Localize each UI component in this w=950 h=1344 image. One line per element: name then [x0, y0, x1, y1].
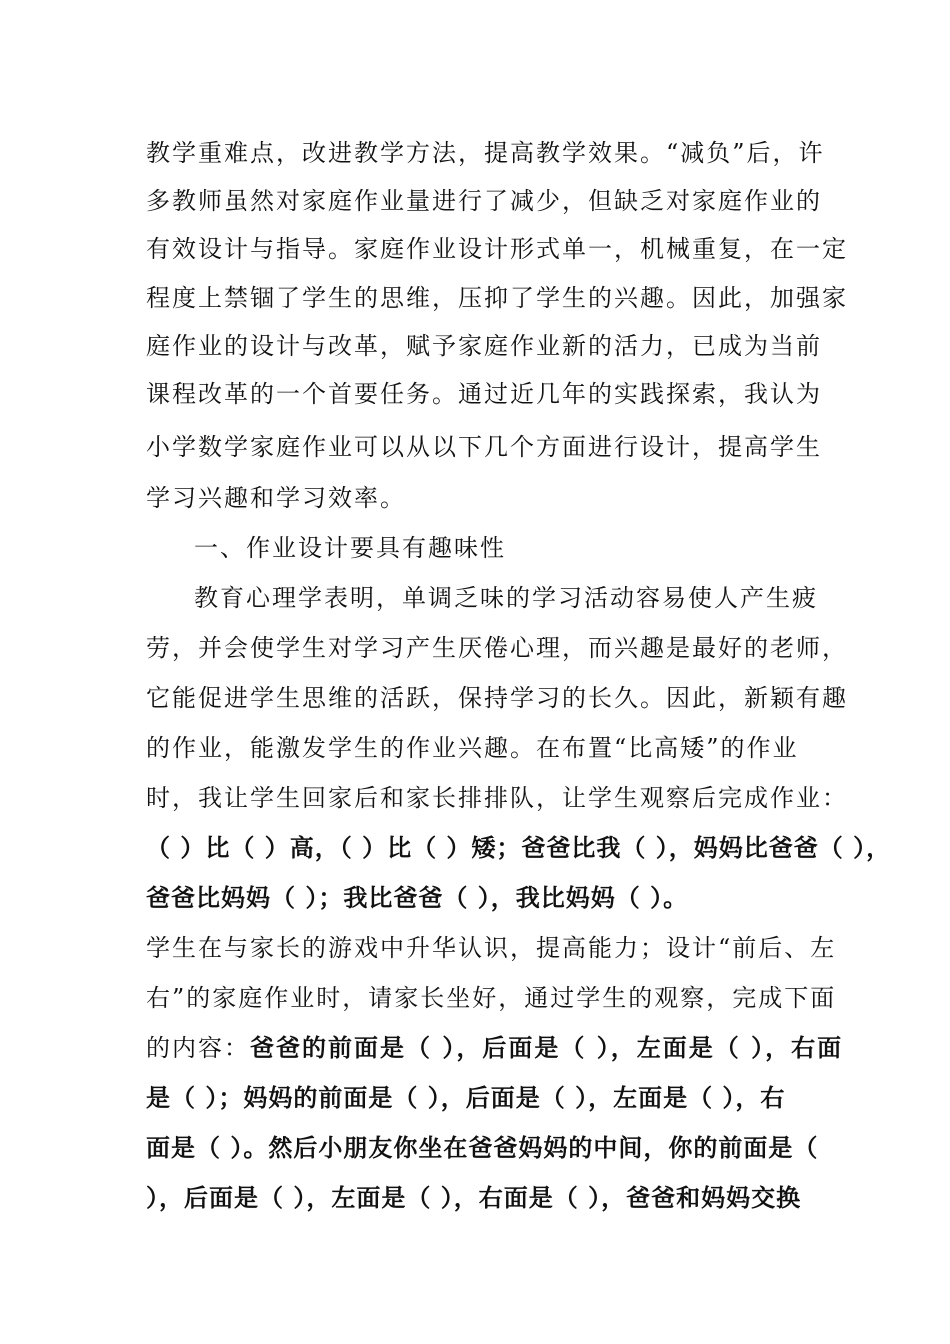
paragraph-line: 课程改革的一个首要任务。通过近几年的实践探索，我认为: [146, 380, 822, 408]
exercise-line: （ ）比（ ）高，（ ）比（ ）矮；爸爸比我（ ），妈妈比爸爸（ ），: [146, 833, 892, 862]
paragraph-line: 学生在与家长的游戏中升华认识，提高能力；设计“前后、左: [146, 934, 837, 962]
paragraph-line: 庭作业的设计与改革，赋予家庭作业新的活力，已成为当前: [146, 332, 822, 360]
paragraph-line: 学习兴趣和学习效率。: [146, 484, 406, 512]
mixed-line: [146, 1033, 844, 1063]
paragraph-line: 教育心理学表明，单调乏味的学习活动容易使人产生疲: [194, 584, 818, 612]
paragraph-line: 劳，并会使学生对学习产生厌倦心理，而兴趣是最好的老师，: [146, 634, 848, 662]
paragraph-line: 它能促进学生思维的活跃，保持学习的长久。因此，新颖有趣: [146, 684, 848, 712]
section-heading: 一、作业设计要具有趣味性: [194, 534, 506, 562]
paragraph-line: 的作业，能激发学生的作业兴趣。在布置“比高矮”的作业: [146, 734, 799, 762]
exercise-line: 爸爸比妈妈（ ）；我比爸爸（ ），我比妈妈（ ）。: [146, 883, 689, 912]
paragraph-line: 教学重难点，改进教学方法，提高教学效果。“减负”后，许: [146, 139, 825, 167]
paragraph-fragment: 的内容：: [146, 1034, 250, 1062]
paragraph-line: 程度上禁锢了学生的思维，压抑了学生的兴趣。因此，加强家: [146, 284, 848, 312]
exercise-line: 是（ ）；妈妈的前面是（ ），后面是（ ），左面是（ ），右: [146, 1083, 786, 1112]
paragraph-line: 时，我让学生回家后和家长排排队，让学生观察后完成作业：: [146, 784, 848, 812]
exercise-line: ），后面是（ ），左面是（ ），右面是（ ），爸爸和妈妈交换: [146, 1183, 802, 1212]
paragraph-line: 多教师虽然对家庭作业量进行了减少，但缺乏对家庭作业的: [146, 187, 822, 215]
paragraph-line: 小学数学家庭作业可以从以下几个方面进行设计，提高学生: [146, 433, 822, 461]
paragraph-line: 右”的家庭作业时，请家长坐好，通过学生的观察，完成下面: [146, 984, 837, 1012]
exercise-fragment: 爸爸的前面是（ ），后面是（ ），左面是（ ），右面: [250, 1033, 844, 1062]
exercise-line: 面是（ ）。然后小朋友你坐在爸爸妈妈的中间，你的前面是（: [146, 1133, 819, 1162]
paragraph-line: 有效设计与指导。家庭作业设计形式单一，机械重复，在一定: [146, 235, 848, 263]
